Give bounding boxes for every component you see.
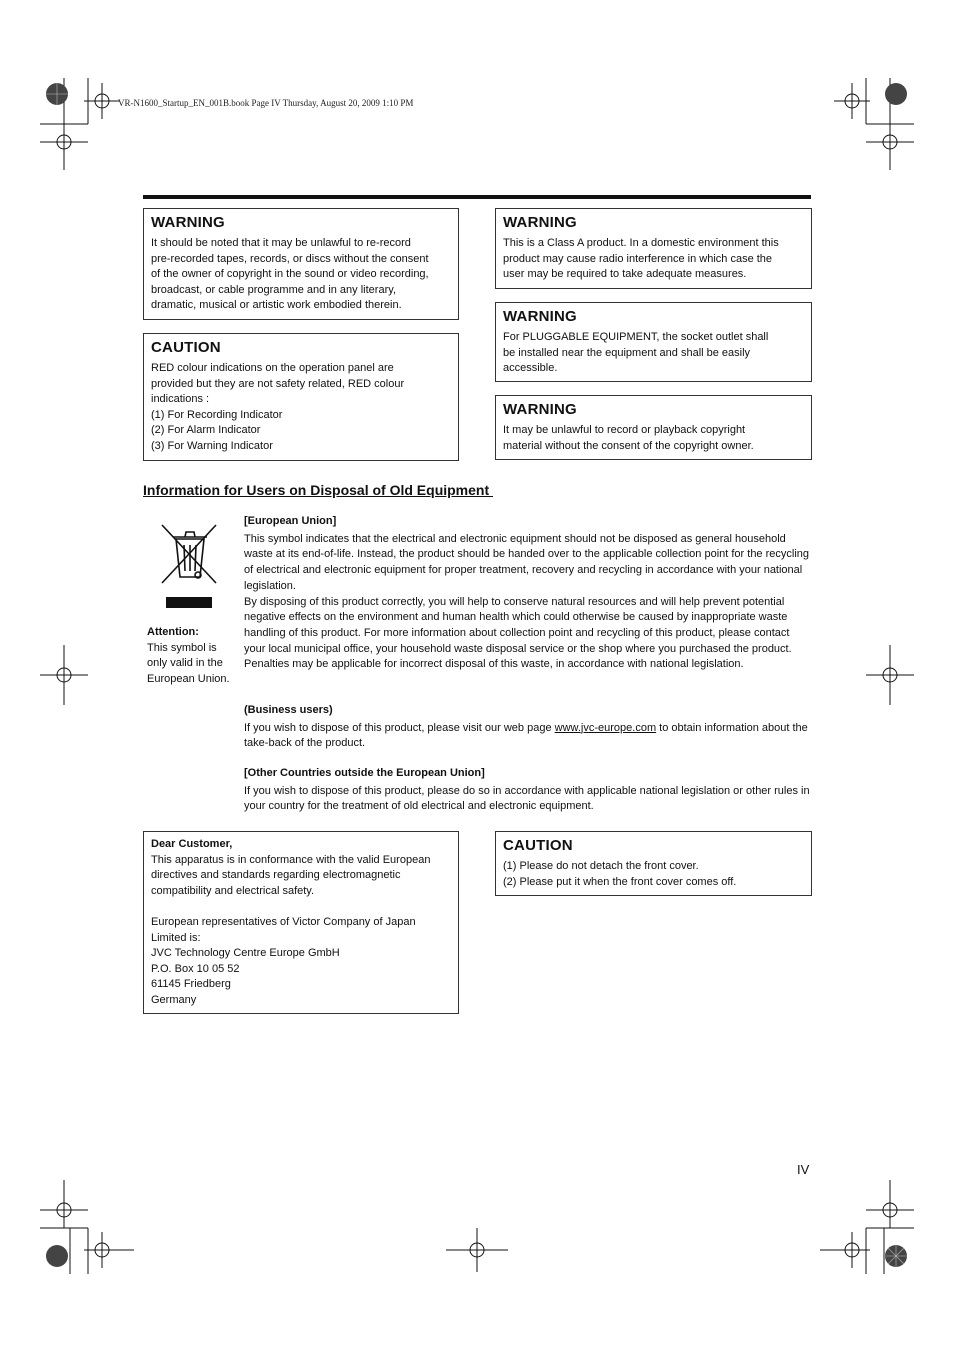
other-heading: [Other Countries outside the European Union] xyxy=(244,767,485,779)
box-body: It may be unlawful to record or playback copyright material without the consent of the copyright owner. xyxy=(503,424,754,452)
box-title: WARNING xyxy=(503,308,577,325)
eu-text: This symbol indicates that the electrical and electronic equipment should not be disposed as general household waste at its end-of-life. Instead, the product should be handed over to the applicable collection point for the recycling of electrical and electronic equipment for proper treatment, recovery and recycling in accordance with your national legislation. xyxy=(244,532,810,592)
eu-heading: [European Union] xyxy=(244,515,337,527)
warning-copyright-box xyxy=(143,208,459,320)
warning-class-a-box xyxy=(495,208,812,289)
page-number: IV xyxy=(797,1162,810,1177)
eu-text-3: Penalties may be applicable for incorrect disposal of this waste, in accordance with national legislation. xyxy=(244,658,744,671)
box-body: RED colour indications on the operation panel are provided but they are not safety related, RED colour indications : (1) For Recording Indicator (2) For Alarm Indicator (3) For Warning Indicator xyxy=(151,362,405,452)
box-body: For PLUGGABLE EQUIPMENT, the socket outlet shall be installed near the equipment and shall be easily accessible. xyxy=(503,331,769,375)
top-rule xyxy=(143,195,811,199)
warning-pluggable-box xyxy=(495,302,812,382)
box-title: CAUTION xyxy=(503,837,573,854)
box-title: WARNING xyxy=(503,214,577,231)
disposal-section-title: Information for Users on Disposal of Old Equipment xyxy=(143,482,494,498)
eu-text-2: By disposing of this product correctly, you will help to conserve natural resources and will help prevent potential negative effects on the environment and human health which could otherwise be caused by inappropriate waste handling of this product. For more information about collection point and recycling of this product, please contact your local municipal office, your household waste disposal service or the shop where you purchased the product. xyxy=(244,595,792,655)
warning-playback-box xyxy=(495,395,812,460)
other-countries-info xyxy=(244,766,812,815)
caution-front-cover-box xyxy=(495,831,812,896)
caution-red-indications-box xyxy=(143,333,459,461)
box-body: It should be noted that it may be unlawful to re-record pre-recorded tapes, records, or discs without the consent of the owner of copyright in the sound or video recording, broadcast, or cable programme and in any literary, dramatic, musical or artistic work embodied therein. xyxy=(151,237,429,312)
business-heading: (Business users) xyxy=(244,704,333,716)
attention-label: Attention: xyxy=(147,626,199,638)
jvc-europe-link[interactable]: www.jvc-europe.com xyxy=(554,721,657,734)
eu-info xyxy=(244,514,812,673)
attention-text: This symbol is only valid in the European Union. xyxy=(147,641,230,685)
box-title: Dear Customer, xyxy=(151,838,233,850)
weee-bar xyxy=(166,597,212,608)
crossed-out-wheeled-bin-icon xyxy=(160,523,220,589)
box-title: CAUTION xyxy=(151,339,221,356)
business-text xyxy=(244,721,812,752)
box-body: This is a Class A product. In a domestic environment this product may cause radio interference in which case the user may be required to take adequate measures. xyxy=(503,237,779,281)
business-text-before: If you wish to dispose of this product, please visit our web page xyxy=(244,721,555,734)
file-info-header: VR-N1600_Startup_EN_001B.book Page IV Thursday, August 20, 2009 1:10 PM xyxy=(118,98,414,108)
box-title: WARNING xyxy=(503,401,577,418)
box-body: This apparatus is in conformance with the valid European directives and standards regarding electromagnetic compatibility and electrical safety. European representatives of Victor Company of Japan Limited is: JVC Technology Centre Europe GmbH P.O. Box 10 05 52 61145 Friedberg Germany xyxy=(151,853,431,1006)
box-body: (1) Please do not detach the front cover. (2) Please put it when the front cover comes off. xyxy=(503,860,737,888)
box-title: WARNING xyxy=(151,214,225,231)
business-info xyxy=(244,703,812,752)
business-text-after: to obtain information about the take-back of the product. xyxy=(244,721,808,750)
attention-note xyxy=(147,625,237,687)
dear-customer-box xyxy=(143,831,459,1014)
other-text: If you wish to dispose of this product, please do so in accordance with applicable national legislation or other rules in your country for the treatment of old electrical and electronic equipment. xyxy=(244,784,810,813)
